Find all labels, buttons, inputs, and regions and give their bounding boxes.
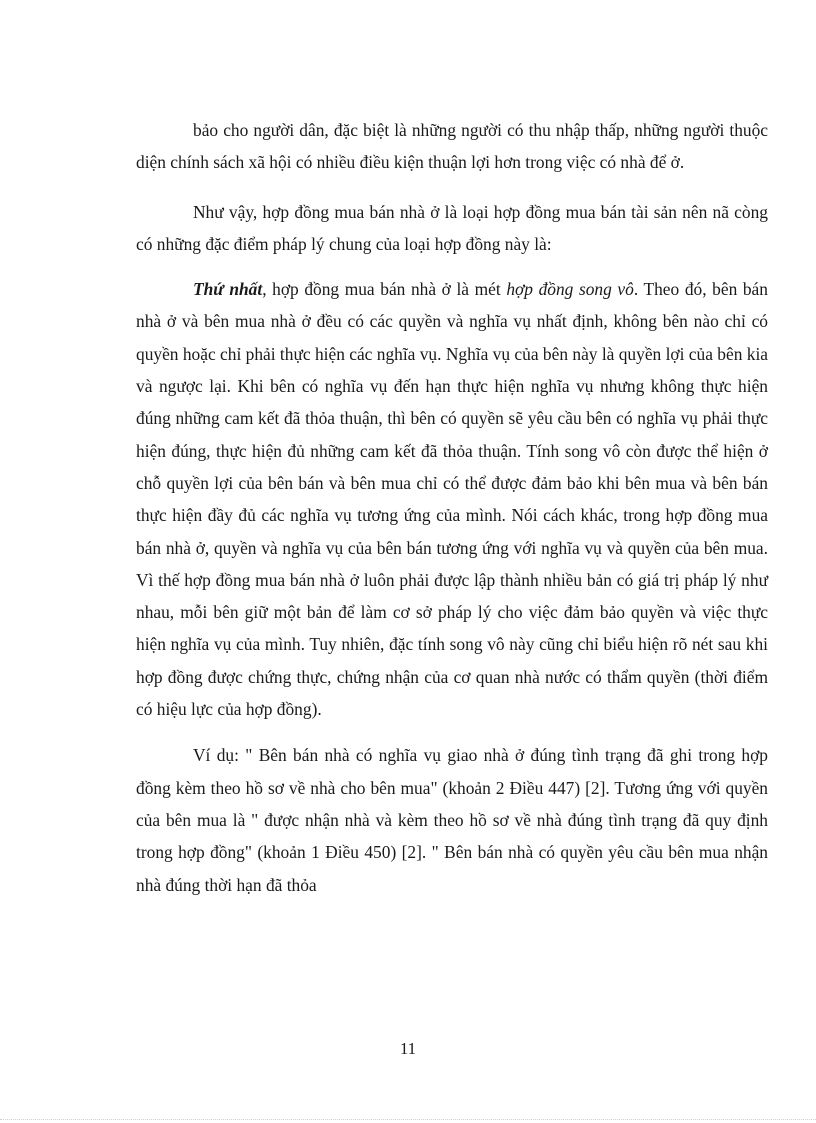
paragraph-3-lead: Thứ nhất xyxy=(193,279,263,300)
paragraph-4-text: Ví dụ: " Bên bán nhà có nghĩa vụ giao nhà ở đúng tình trạng đã ghi trong hợp đồng kèm theo hồ sơ về nhà cho bên mua" (khoản 2 Điều 447) [2]. Tương ứng với quyền của bên mua là " được nhận nhà và kèm theo hồ sơ về nhà đúng tình trạng đã quy định trong hợp đồng" (khoản 1 Điều 450) [2]. " Bên bán nhà có quyền yêu cầu bên mua nhận nhà đúng thời hạn đã thỏa xyxy=(136,745,768,895)
body-text xyxy=(136,114,768,916)
paragraph-2 xyxy=(136,196,768,261)
paragraph-3 xyxy=(136,273,768,725)
paragraph-3-post: . Theo đó, bên bán nhà ở và bên mua nhà ở đều có các quyền và nghĩa vụ nhất định, không bên nào chỉ có quyền hoặc chỉ phải thực hiện các nghĩa vụ. Nghĩa vụ của bên này là quyền lợi của bên kia và ngược lại. Khi bên có nghĩa vụ đến hạn thực hiện nghĩa vụ nhưng không thực hiện đúng những cam kết đã thỏa thuận, thì bên có quyền sẽ yêu cầu bên có nghĩa vụ phải thực hiện đúng, thực hiện đủ những cam kết đã thỏa thuận. Tính song vô còn được thể hiện ở chỗ quyền lợi của bên bán và bên mua chỉ có thể được đảm bảo khi bên mua và bên bán thực hiện đầy đủ các nghĩa vụ tương ứng của mình. Nói cách khác, trong hợp đồng mua bán nhà ở, quyền và nghĩa vụ của bên bán tương ứng với nghĩa vụ và quyền của bên mua. Vì thế hợp đồng mua bán nhà ở luôn phải được lập thành nhiều bản có giá trị pháp lý như nhau, mỗi bên giữ một bản để làm cơ sở pháp lý cho việc đảm bảo quyền và việc thực hiện nghĩa vụ của mình. Tuy nhiên, đặc tính song vô này cũng chỉ biểu hiện rõ nét sau khi hợp đồng được chứng thực, chứng nhận của cơ quan nhà nước có thẩm quyền (thời điểm có hiệu lực của hợp đồng). xyxy=(136,279,768,720)
paragraph-4 xyxy=(136,739,768,900)
paragraph-1 xyxy=(136,114,768,179)
paragraph-3-emphasis: hợp đồng song vô xyxy=(506,279,634,300)
footer-divider xyxy=(0,1119,816,1120)
paragraph-2-text: Như vậy, hợp đồng mua bán nhà ở là loại hợp đồng mua bán tài sản nên nã còng có những đặc điểm pháp lý chung của loại hợp đồng này là: xyxy=(136,201,768,254)
paragraph-3-pre: , hợp đồng mua bán nhà ở là mét xyxy=(262,279,507,300)
paragraph-1-text: bảo cho người dân, đặc biệt là những người có thu nhập thấp, những người thuộc diện chính sách xã hội có nhiều điều kiện thuận lợi hơn trong việc có nhà để ở. xyxy=(136,120,768,173)
page-number: 11 xyxy=(399,1039,417,1058)
